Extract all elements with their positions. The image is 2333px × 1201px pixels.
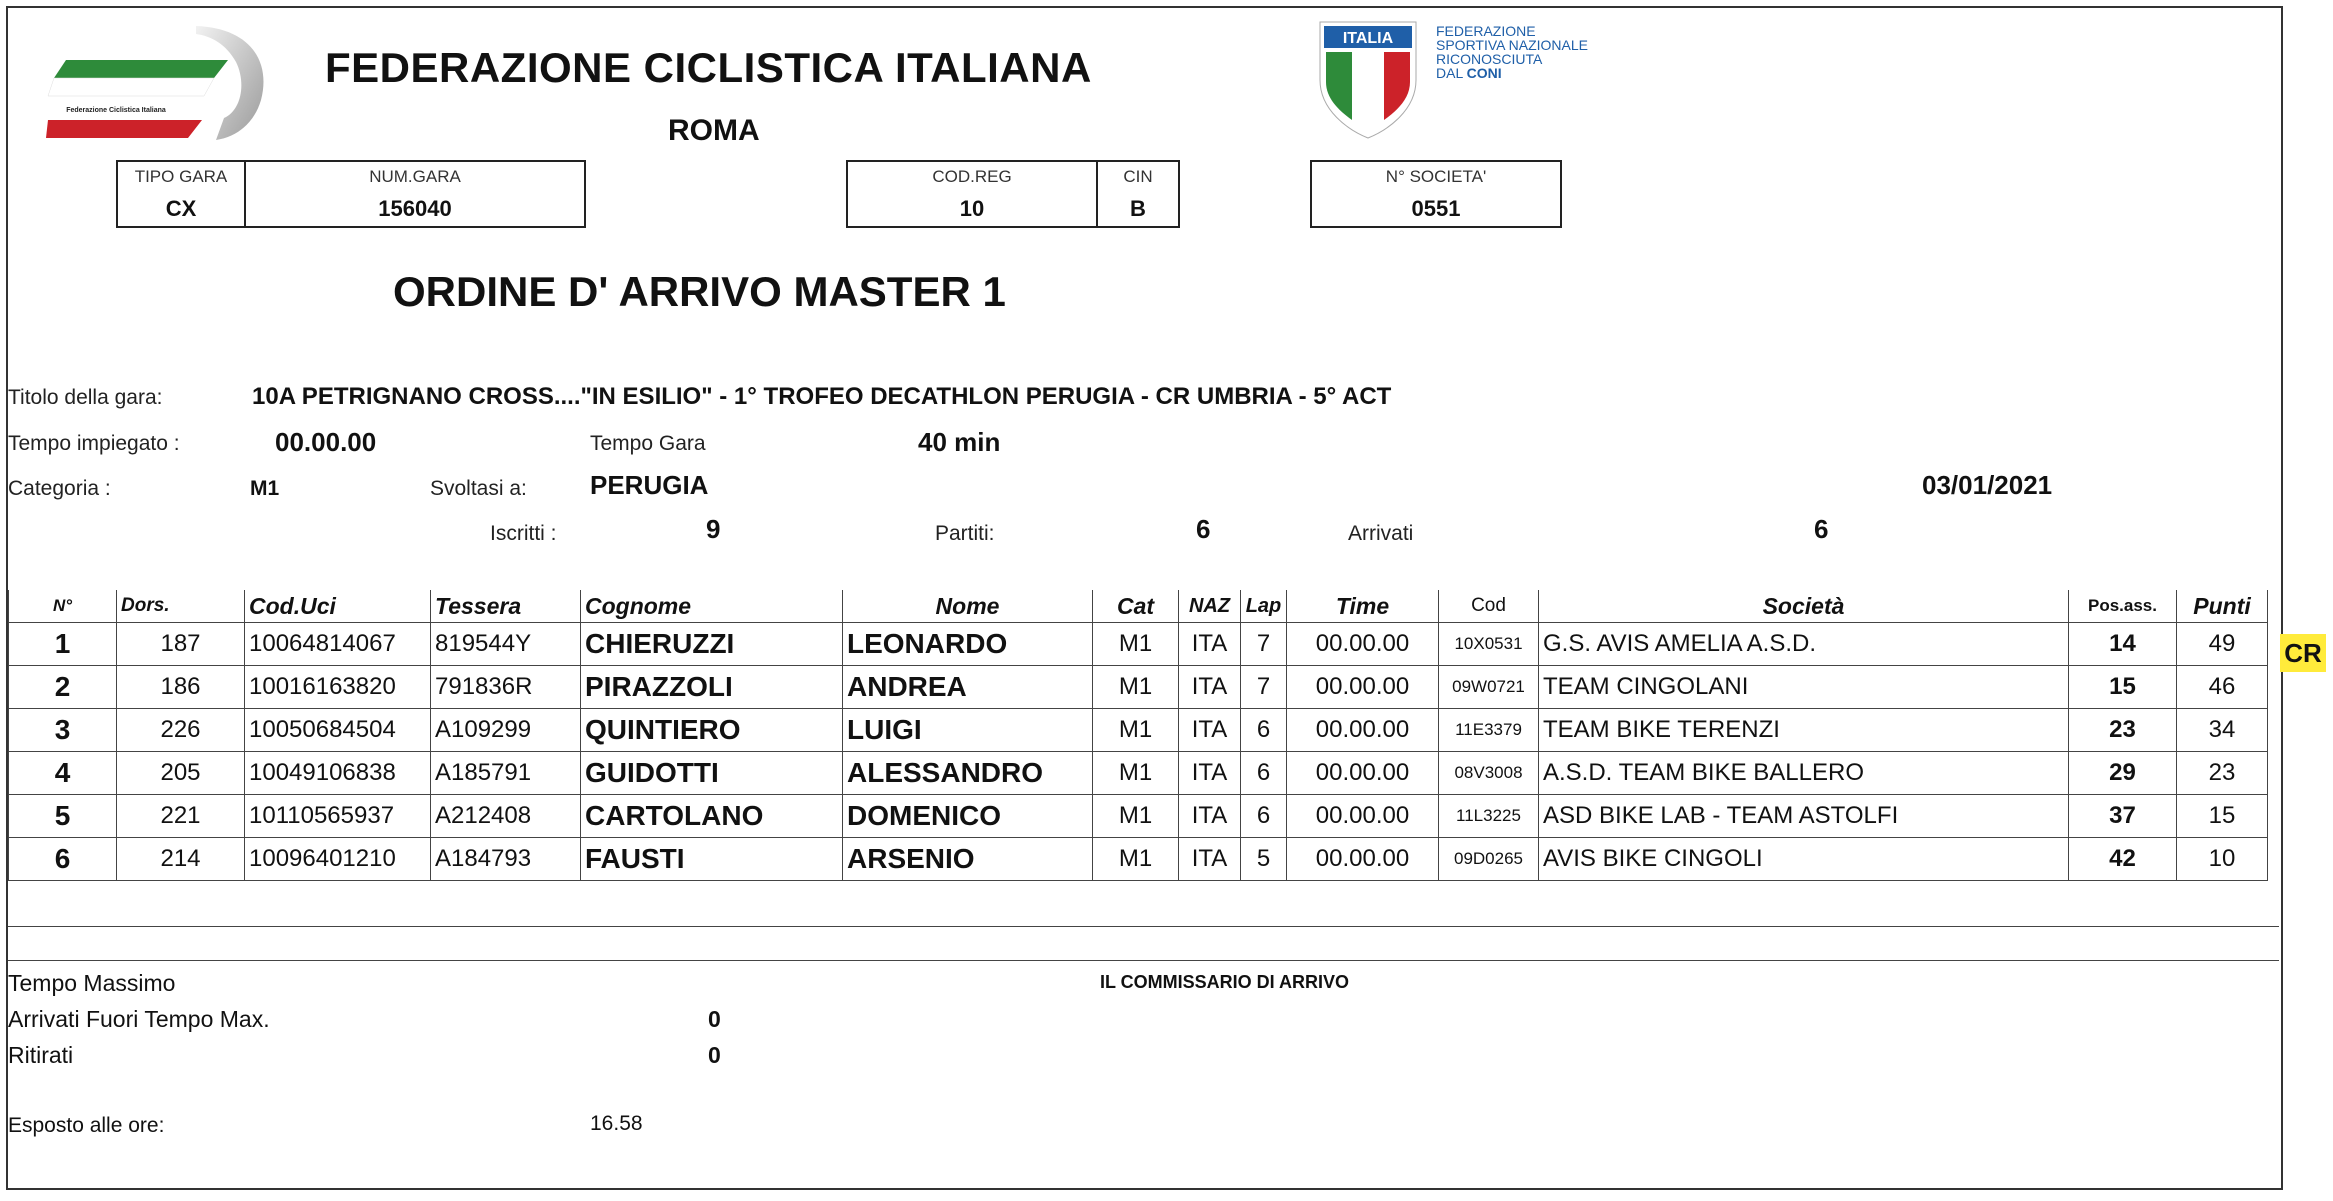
team-name: A.S.D. TEAM BIKE BALLERO [1539, 752, 2069, 795]
rider-laps: 7 [1241, 666, 1287, 709]
rider-surname: CARTOLANO [581, 795, 843, 838]
rider-laps: 6 [1241, 795, 1287, 838]
col-header-nome: Nome [843, 590, 1093, 623]
rider-bib: 205 [117, 752, 245, 795]
rider-surname: PIRAZZOLI [581, 666, 843, 709]
societa-value: 0551 [1411, 196, 1461, 221]
table-row [9, 752, 2268, 795]
rider-category: M1 [1093, 838, 1179, 881]
coni-badge: ITALIA [1342, 30, 1394, 47]
rider-points: 49 [2177, 623, 2268, 666]
team-code: 09W0721 [1439, 666, 1539, 709]
rider-name: ALESSANDRO [843, 752, 1093, 795]
cod-reg-value: 10 [959, 196, 985, 221]
results-table [8, 590, 2268, 881]
col-header-pos-ass: Pos.ass. [2069, 590, 2177, 623]
rider-surname: CHIERUZZI [581, 623, 843, 666]
partiti-value: 6 [1196, 514, 1211, 544]
fuori-tempo-value: 0 [708, 1006, 721, 1032]
rider-laps: 5 [1241, 838, 1287, 881]
rider-overall-position: 23 [2069, 709, 2177, 752]
col-header-tessera: Tessera [431, 590, 581, 623]
coni-line-1: FEDERAZIONE [1436, 23, 1536, 39]
cod-reg-label: COD.REG [932, 167, 1012, 186]
rider-bib: 221 [117, 795, 245, 838]
race-date: 03/01/2021 [1922, 470, 2053, 500]
coni-line-3: RICONOSCIUTA [1436, 51, 1543, 67]
rider-surname: FAUSTI [581, 838, 843, 881]
rider-name: ANDREA [843, 666, 1093, 709]
rider-time: 00.00.00 [1287, 623, 1439, 666]
col-header-n: N° [9, 590, 117, 623]
svoltasi-value: PERUGIA [590, 470, 709, 500]
ritirati-value: 0 [708, 1042, 721, 1068]
rider-position: 3 [9, 709, 117, 752]
col-header-cognome: Cognome [581, 590, 843, 623]
rider-position: 6 [9, 838, 117, 881]
rider-time: 00.00.00 [1287, 795, 1439, 838]
rider-time: 00.00.00 [1287, 838, 1439, 881]
rider-position: 2 [9, 666, 117, 709]
team-name: TEAM CINGOLANI [1539, 666, 2069, 709]
table-row [9, 795, 2268, 838]
rider-uci-code: 10050684504 [245, 709, 431, 752]
divider-2 [8, 960, 2279, 961]
esposto-value: 16.58 [590, 1112, 643, 1135]
rider-position: 1 [9, 623, 117, 666]
rider-name: LUIGI [843, 709, 1093, 752]
rider-overall-position: 15 [2069, 666, 2177, 709]
rider-uci-code: 10016163820 [245, 666, 431, 709]
rider-license: A184793 [431, 838, 581, 881]
rider-name: DOMENICO [843, 795, 1093, 838]
city-label: ROMA [668, 114, 760, 147]
tempo-gara-value: 40 min [918, 427, 1001, 457]
col-header-lap: Lap [1241, 590, 1287, 623]
rider-category: M1 [1093, 795, 1179, 838]
rider-category: M1 [1093, 623, 1179, 666]
rider-nation: ITA [1179, 709, 1241, 752]
coni-line-4-bold: CONI [1466, 65, 1502, 81]
rider-time: 00.00.00 [1287, 752, 1439, 795]
ritirati-label: Ritirati [8, 1042, 74, 1068]
rider-license: 791836R [431, 666, 581, 709]
team-name: AVIS BIKE CINGOLI [1539, 838, 2069, 881]
cr-badge: CR [2280, 634, 2326, 672]
tipo-gara-box [116, 160, 246, 228]
tempo-impiegato-label: Tempo impiegato : [8, 432, 180, 455]
col-header-societa: Società [1539, 590, 2069, 623]
categoria-value: M1 [250, 477, 280, 500]
federation-title: FEDERAZIONE CICLISTICA ITALIANA [325, 44, 1092, 91]
arrivati-label: Arrivati [1348, 522, 1414, 545]
arrivati-value: 6 [1814, 514, 1829, 544]
col-header-cod-uci: Cod.Uci [245, 590, 431, 623]
rider-category: M1 [1093, 666, 1179, 709]
col-header-cat: Cat [1093, 590, 1179, 623]
tempo-gara-label: Tempo Gara [590, 432, 706, 455]
esposto-label: Esposto alle ore: [8, 1114, 165, 1137]
team-code: 10X0531 [1439, 623, 1539, 666]
rider-points: 46 [2177, 666, 2268, 709]
table-row [9, 666, 2268, 709]
rider-time: 00.00.00 [1287, 666, 1439, 709]
team-code: 08V3008 [1439, 752, 1539, 795]
rider-laps: 6 [1241, 752, 1287, 795]
rider-overall-position: 37 [2069, 795, 2177, 838]
categoria-label: Categoria : [8, 477, 111, 500]
rider-nation: ITA [1179, 623, 1241, 666]
rider-position: 4 [9, 752, 117, 795]
rider-uci-code: 10049106838 [245, 752, 431, 795]
tipo-gara-label: TIPO GARA [134, 167, 228, 186]
rider-overall-position: 29 [2069, 752, 2177, 795]
rider-category: M1 [1093, 752, 1179, 795]
col-header-punti: Punti [2177, 590, 2268, 623]
titolo-label: Titolo della gara: [8, 386, 163, 409]
tempo-massimo-label: Tempo Massimo [8, 970, 176, 996]
rider-uci-code: 10096401210 [245, 838, 431, 881]
num-gara-label: NUM.GARA [369, 167, 461, 186]
num-gara-value: 156040 [378, 196, 452, 221]
rider-category: M1 [1093, 709, 1179, 752]
rider-nation: ITA [1179, 666, 1241, 709]
team-code: 11L3225 [1439, 795, 1539, 838]
rider-laps: 7 [1241, 623, 1287, 666]
results-body [9, 623, 2268, 881]
svoltasi-label: Svoltasi a: [430, 477, 527, 500]
num-gara-box [244, 160, 586, 228]
cin-box [1096, 160, 1180, 228]
col-header-cod: Cod [1439, 590, 1539, 623]
rider-points: 23 [2177, 752, 2268, 795]
rider-surname: QUINTIERO [581, 709, 843, 752]
fci-logo [46, 22, 276, 142]
rider-position: 5 [9, 795, 117, 838]
rider-overall-position: 42 [2069, 838, 2177, 881]
table-row [9, 838, 2268, 881]
team-code: 09D0265 [1439, 838, 1539, 881]
iscritti-value: 9 [706, 514, 721, 544]
rider-bib: 187 [117, 623, 245, 666]
col-header-time: Time [1287, 590, 1439, 623]
rider-license: A109299 [431, 709, 581, 752]
team-code: 11E3379 [1439, 709, 1539, 752]
cod-reg-box [846, 160, 1098, 228]
table-row [9, 709, 2268, 752]
coni-logo [1318, 20, 1658, 140]
rider-points: 34 [2177, 709, 2268, 752]
rider-bib: 186 [117, 666, 245, 709]
cin-value: B [1130, 196, 1146, 221]
titolo-value: 10A PETRIGNANO CROSS...."IN ESILIO" - 1° TROFEO DECATHLON PERUGIA - CR UMBRIA - 5° ACT [252, 383, 1392, 410]
team-name: G.S. AVIS AMELIA A.S.D. [1539, 623, 2069, 666]
rider-surname: GUIDOTTI [581, 752, 843, 795]
coni-line-4-prefix: DAL [1436, 65, 1467, 81]
iscritti-label: Iscritti : [490, 522, 557, 545]
rider-bib: 226 [117, 709, 245, 752]
rider-points: 15 [2177, 795, 2268, 838]
svg-text:DAL CONI [1436, 65, 1502, 81]
divider-1 [8, 926, 2279, 927]
partiti-label: Partiti: [935, 522, 995, 545]
societa-box [1310, 160, 1562, 228]
team-name: ASD BIKE LAB - TEAM ASTOLFI [1539, 795, 2069, 838]
rider-name: ARSENIO [843, 838, 1093, 881]
col-header-dors: Dors. [117, 590, 245, 623]
order-title: ORDINE D' ARRIVO MASTER 1 [393, 268, 1006, 315]
fuori-tempo-label: Arrivati Fuori Tempo Max. [8, 1006, 270, 1032]
rider-license: A212408 [431, 795, 581, 838]
tipo-gara-value: CX [165, 196, 197, 221]
commissario-label: IL COMMISSARIO DI ARRIVO [1100, 972, 1350, 992]
table-header-row [9, 590, 2268, 623]
rider-nation: ITA [1179, 838, 1241, 881]
rider-bib: 214 [117, 838, 245, 881]
rider-license: 819544Y [431, 623, 581, 666]
rider-overall-position: 14 [2069, 623, 2177, 666]
rider-laps: 6 [1241, 709, 1287, 752]
societa-label: N° SOCIETA' [1385, 167, 1487, 186]
cin-label: CIN [1123, 167, 1153, 186]
rider-license: A185791 [431, 752, 581, 795]
rider-nation: ITA [1179, 795, 1241, 838]
rider-nation: ITA [1179, 752, 1241, 795]
team-name: TEAM BIKE TERENZI [1539, 709, 2069, 752]
coni-line-2: SPORTIVA NAZIONALE [1436, 37, 1588, 53]
tempo-impiegato-value: 00.00.00 [275, 427, 377, 457]
rider-time: 00.00.00 [1287, 709, 1439, 752]
rider-points: 10 [2177, 838, 2268, 881]
fci-logo-text: Federazione Ciclistica Italiana [66, 107, 166, 114]
rider-uci-code: 10064814067 [245, 623, 431, 666]
table-row [9, 623, 2268, 666]
rider-name: LEONARDO [843, 623, 1093, 666]
rider-uci-code: 10110565937 [245, 795, 431, 838]
col-header-naz: NAZ [1179, 590, 1241, 623]
